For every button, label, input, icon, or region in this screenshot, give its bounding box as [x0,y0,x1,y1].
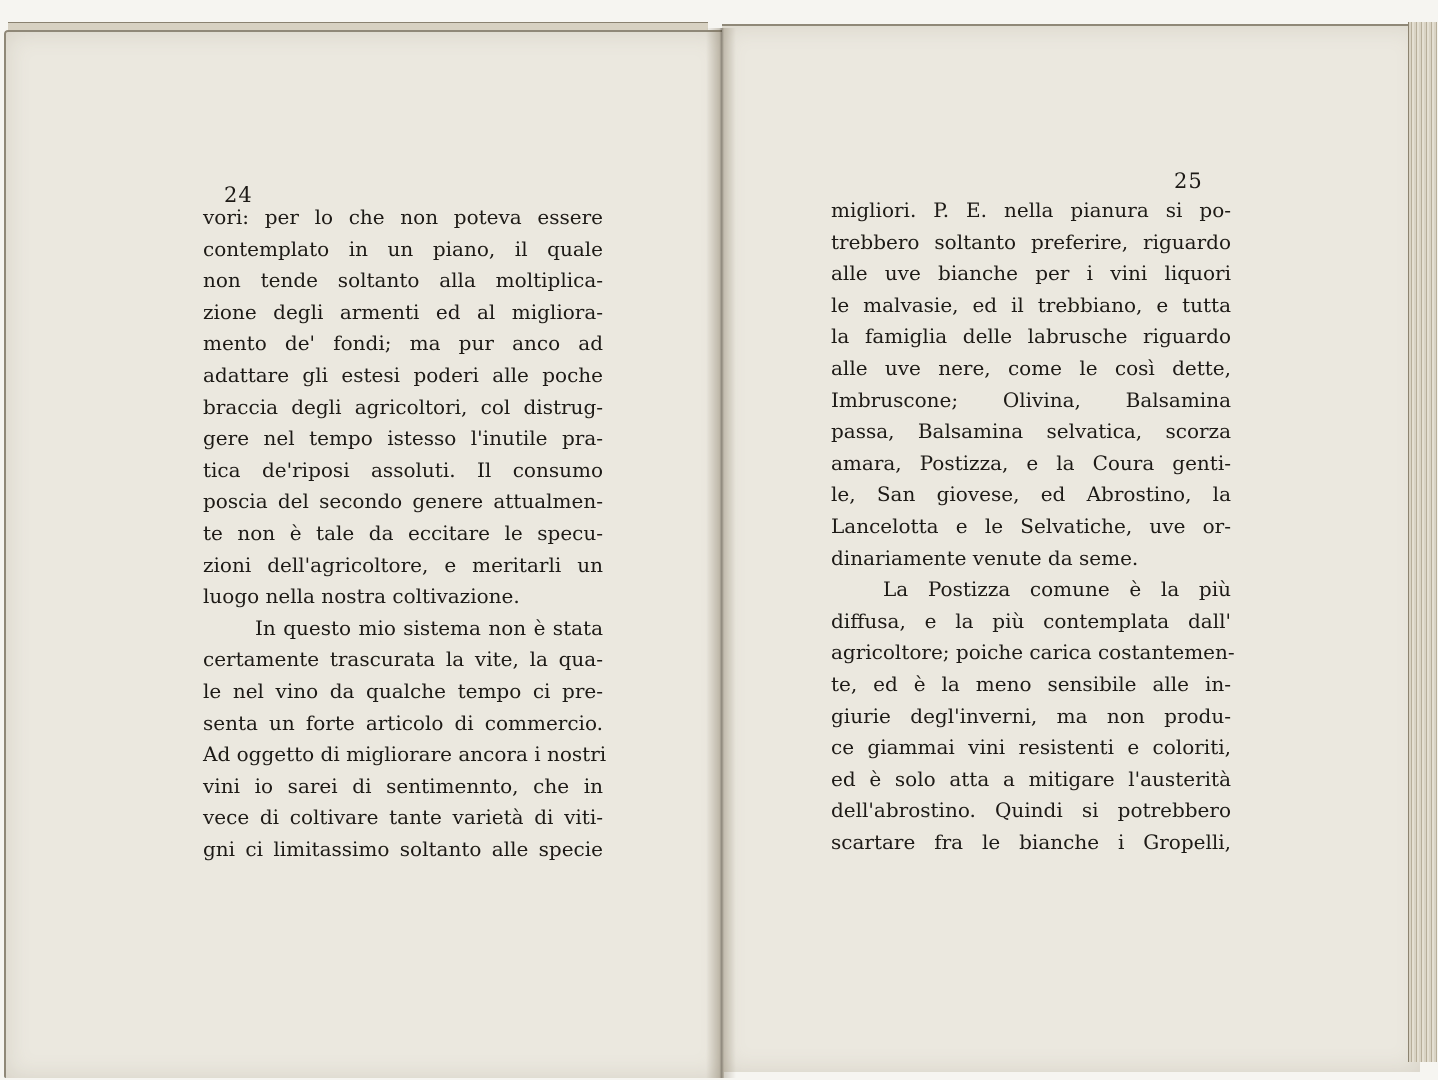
text-line: certamente trascurata la vite, la qua- [203,647,603,672]
text-line: contemplato in un piano, il quale [203,236,603,261]
text-line: vini io sarei di sentimennto, che in [203,773,603,798]
text-line: dinariamente venute da seme. [831,545,1139,570]
text-line: giurie degl'inverni, ma non produ- [831,703,1231,728]
text-line: non tende soltanto alla moltiplica- [203,268,603,293]
text-line: luogo nella nostra coltivazione. [203,584,520,609]
text-line: agricoltore; poiche carica costantemen- [831,640,1235,665]
left-page-text [203,202,607,865]
page-edges-stack [1408,22,1437,1062]
text-line: vece di coltivare tante varietà di viti- [203,805,603,830]
text-line: gni ci limitassimo soltanto alle specie [203,836,603,861]
text-line: zione degli armenti ed al migliora- [203,299,603,324]
text-line: passa, Balsamina selvatica, scorza [831,419,1231,444]
text-line: poscia del secondo genere attualmen- [203,489,603,514]
text-line: diffusa, e la più contemplata dall' [831,608,1231,633]
text-line: senta un forte articolo di commercio. [203,710,603,735]
text-line: braccia degli agricoltori, col distrug- [203,394,603,419]
text-line: dell'abrostino. Quindi si potrebbero [831,798,1231,823]
right-page-number: 25 [1174,169,1203,193]
text-line: Ad oggetto di migliorare ancora i nostri [203,742,607,767]
text-line: adattare gli estesi poderi alle poche [203,362,603,387]
text-line: Lancelotta e le Selvatiche, uve or- [831,513,1231,538]
text-line: alle uve bianche per i vini liquori [831,261,1231,286]
left-page-number: 24 [224,183,253,207]
text-line: te, ed è la meno sensibile alle in- [831,671,1231,696]
text-line: ce giammai vini resistenti e coloriti, [831,735,1231,760]
paragraph-start-line: La Postizza comune è la più [883,577,1231,602]
text-line: migliori. P. E. nella pianura si po- [831,198,1231,222]
text-line: te non è tale da eccitare le specu- [203,520,603,545]
text-line: trebbero soltanto preferire, riguardo [831,229,1231,254]
text-line: alle uve nere, come le così dette, [831,355,1231,380]
text-line: vori: per lo che non poteva essere [203,205,603,229]
text-line: zioni dell'agricoltore, e meritarli un [203,552,603,577]
text-line: ed è solo atta a mitigare l'austerità [831,766,1231,791]
text-line: le malvasie, ed il trebbiano, e tutta [831,292,1231,317]
paragraph-start-line: In questo mio sistema non è stata [255,615,603,640]
text-line: la famiglia delle labrusche riguardo [831,324,1231,349]
book-gutter [706,28,736,1078]
right-page-text [831,195,1235,858]
text-line: amara, Postizza, e la Coura genti- [831,450,1231,475]
text-line: gere nel tempo istesso l'inutile pra- [203,426,603,451]
text-line: tica de'riposi assoluti. Il consumo [203,457,603,482]
text-line: Imbruscone; Olivina, Balsamina [831,387,1231,412]
text-line: le, San giovese, ed Abrostino, la [831,482,1231,507]
text-line: scartare fra le bianche i Gropelli, [831,829,1231,854]
text-line: mento de' fondi; ma pur anco ad [203,331,603,356]
text-line: le nel vino da qualche tempo ci pre- [203,678,603,703]
